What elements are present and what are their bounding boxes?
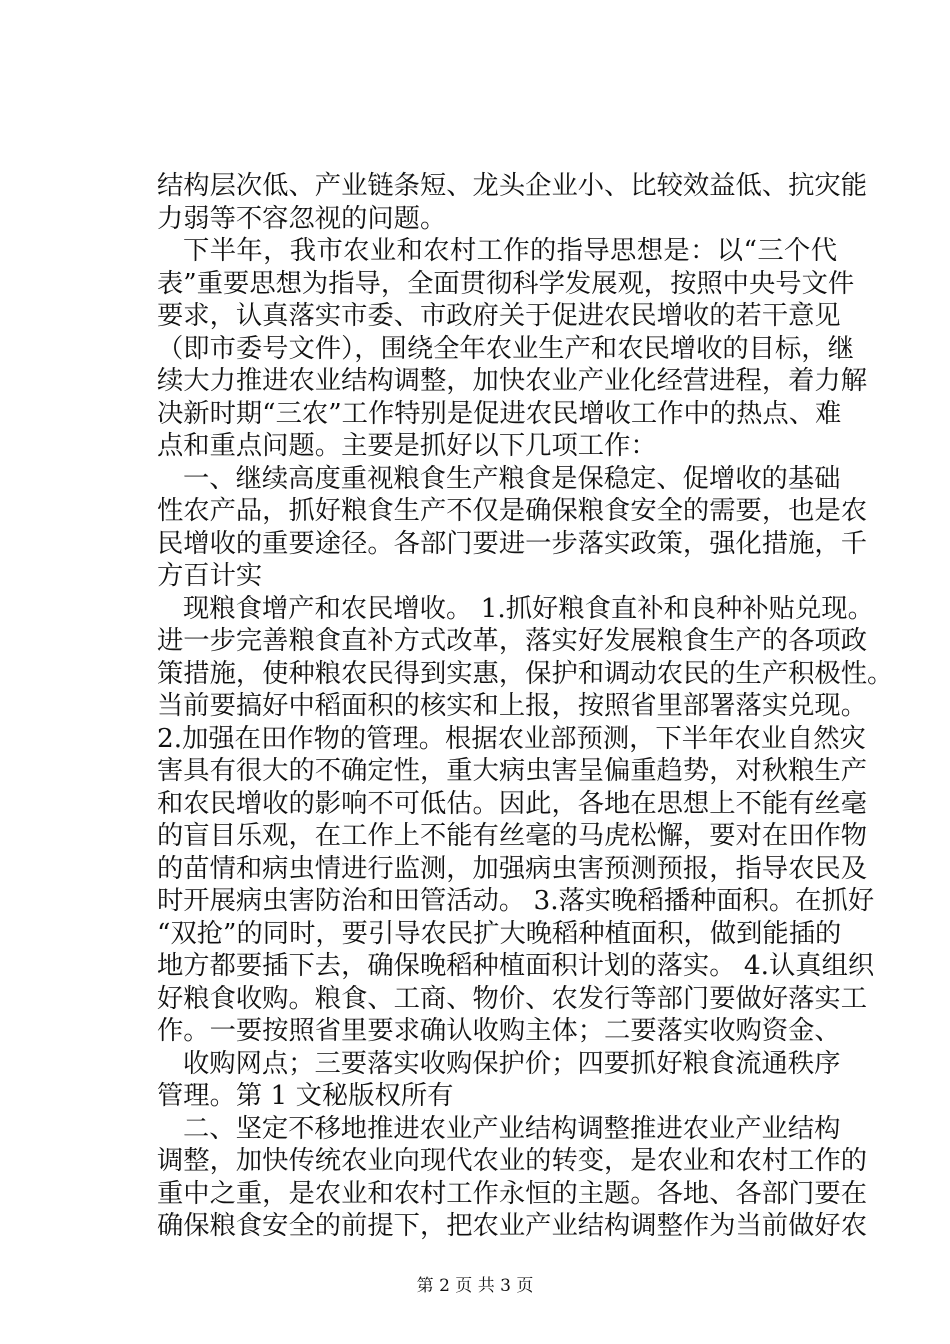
text-line: 时开展病虫害防治和田管活动。 3.落实晚稻播种面积。在抓好 xyxy=(157,886,875,916)
text-line: （即市委号文件），围绕全年农业生产和农民增收的目标，继 xyxy=(157,333,854,364)
text-line: 害具有很大的不确定性，重大病虫害呈偏重趋势，对秋粮生产 xyxy=(157,756,868,786)
page-number-footer: 第 2 页 共 3 页 xyxy=(416,1276,534,1296)
text-line: 性农产品，抓好粮食生产不仅是确保粮食安全的需要，也是农 xyxy=(157,496,868,526)
text-line: 当前要搞好中稻面积的核实和上报，按照省里部署落实兑现。 xyxy=(157,691,868,721)
text-line: 管理。第 1 文秘版权所有 xyxy=(157,1081,454,1111)
text-line: 决新时期“三农”工作特别是促进农民增收工作中的热点、难 xyxy=(157,398,842,429)
text-line: 地方都要插下去，确保晚稻种植面积计划的落实。 4.认真组织 xyxy=(157,951,875,981)
text-line: 进一步完善粮食直补方式改革，落实好发展粮食生产的各项政 xyxy=(157,626,868,656)
text-line: 表”重要思想为指导，全面贯彻科学发展观，按照中央号文件 xyxy=(157,268,855,299)
text-line: 续大力推进农业结构调整，加快农业产业化经营进程，着力解 xyxy=(157,366,868,396)
text-line: 力弱等不容忽视的问题。 xyxy=(157,203,447,234)
text-line: 策措施，使种粮农民得到实惠，保护和调动农民的生产积极性。 xyxy=(157,658,894,689)
text-line: 确保粮食安全的前提下，把农业产业结构调整作为当前做好农 xyxy=(157,1211,868,1241)
text-line: 2.加强在田作物的管理。根据农业部预测，下半年农业自然灾 xyxy=(157,723,866,754)
text-line: “双抢”的同时，要引导农民扩大晚稻种植面积，做到能插的 xyxy=(157,918,842,949)
document-body xyxy=(157,170,894,1243)
text-line: 要求，认真落实市委、市政府关于促进农民增收的若干意见 xyxy=(157,301,841,331)
text-line: 方百计实 xyxy=(157,561,263,591)
paragraph-start-line: 一、继续高度重视粮食生产粮食是保稳定、促增收的基础 xyxy=(183,463,841,494)
text-line: 点和重点问题。主要是抓好以下几项工作： xyxy=(157,431,657,461)
text-line: 作。一要按照省里要求确认收购主体；二要落实收购资金、 xyxy=(157,1016,841,1046)
text-line: 重中之重，是农业和农村工作永恒的主题。各地、各部门要在 xyxy=(157,1178,868,1209)
paragraph-start-line: 二、坚定不移地推进农业产业结构调整推进农业产业结构 xyxy=(183,1113,841,1144)
text-line: 结构层次低、产业链条短、龙头企业小、比较效益低、抗灾能 xyxy=(157,171,868,201)
text-line: 的盲目乐观，在工作上不能有丝毫的马虎松懈，要对在田作物 xyxy=(157,821,868,851)
text-line: 调整，加快传统农业向现代农业的转变，是农业和农村工作的 xyxy=(157,1146,868,1176)
paragraph-start-line: 下半年，我市农业和农村工作的指导思想是：以“三个代 xyxy=(183,236,837,266)
text-line: 民增收的重要途径。各部门要进一步落实政策，强化措施，千 xyxy=(157,528,868,559)
paragraph-start-line: 收购网点；三要落实收购保护价；四要抓好粮食流通秩序 xyxy=(183,1048,841,1079)
paragraph-start-line: 现粮食增产和农民增收。 1.抓好粮食直补和良种补贴兑现。 xyxy=(183,593,874,624)
text-line: 好粮食收购。粮食、工商、物价、农发行等部门要做好落实工 xyxy=(157,983,868,1014)
text-line: 的苗情和病虫情进行监测，加强病虫害预测预报，指导农民及 xyxy=(157,853,868,884)
text-line: 和农民增收的影响不可低估。因此，各地在思想上不能有丝毫 xyxy=(157,788,868,819)
